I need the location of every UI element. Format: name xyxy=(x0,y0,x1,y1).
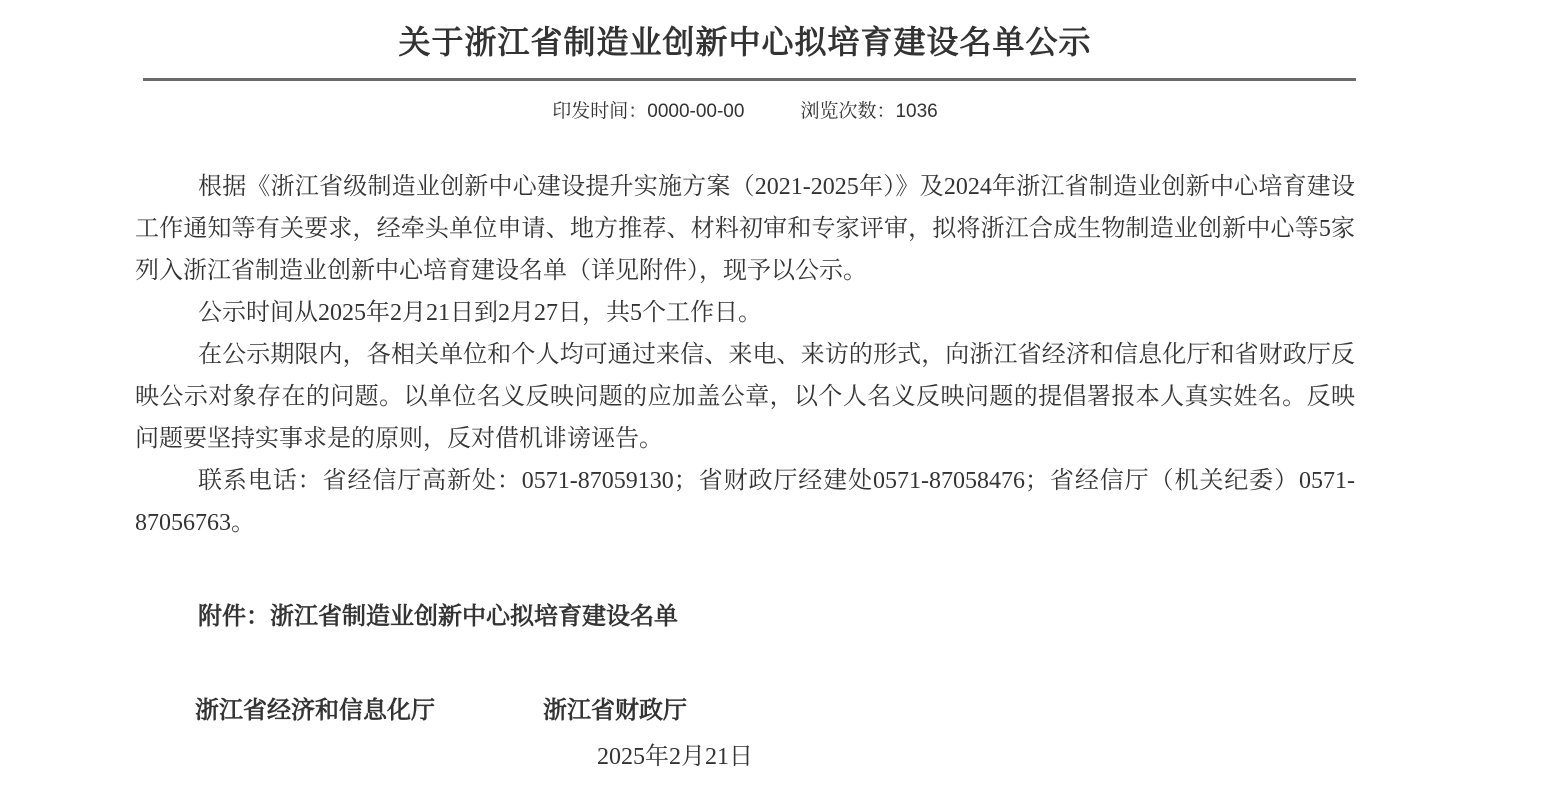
title-divider xyxy=(143,78,1356,81)
page-title: 关于浙江省制造业创新中心拟培育建设名单公示 xyxy=(398,24,1092,60)
paragraph-contact-phones: 联系电话：省经信厅高新处：0571-87059130；省财政厅经建处0571-87058476；省经信厅（机关纪委）0571-87056763。 xyxy=(135,468,1355,536)
signature-row xyxy=(135,690,1355,732)
print-time-label: 印发时间： xyxy=(552,101,648,122)
print-time-value: 0000-00-00 xyxy=(647,101,745,122)
date-line: 2025年2月21日 xyxy=(597,744,753,770)
paragraph-basis: 根据《浙江省级制造业创新中心建设提升实施方案（2021-2025年）》及2024年浙江省制造业创新中心培育建设工作通知等有关要求，经牵头单位申请、地方推荐、材料初审和专家评审，拟将浙江合成生物制造业创新中心等5家列入浙江省制造业创新中心培育建设名单（详见附件），现予以公示。 xyxy=(135,174,1355,284)
view-count-label: 浏览次数： xyxy=(800,101,896,122)
document-container xyxy=(135,22,1355,778)
paragraph-feedback-instructions: 在公示期限内，各相关单位和个人均可通过来信、来电、来访的形式，向浙江省经济和信息化厅和省财政厅反映公示对象存在的问题。以单位名义反映问题的应加盖公章，以个人名义反映问题的提倡署报本人真实姓名。反映问题要坚持实事求是的原则，反对借机诽谤诬告。 xyxy=(135,342,1355,452)
signatory-finance-dept: 浙江省财政厅 xyxy=(543,698,687,724)
paragraph-publicity-period: 公示时间从2025年2月21日到2月27日，共5个工作日。 xyxy=(198,300,762,326)
spacer xyxy=(135,544,1355,586)
meta-bar xyxy=(135,99,1355,125)
document-body xyxy=(135,166,1355,778)
spacer xyxy=(135,638,1355,680)
print-time xyxy=(552,99,744,125)
attachment-line: 附件：浙江省制造业创新中心拟培育建设名单 xyxy=(198,604,678,630)
signatory-economy-informatization-dept: 浙江省经济和信息化厅 xyxy=(195,698,435,724)
view-count-value: 1036 xyxy=(895,101,938,122)
view-count xyxy=(800,99,937,125)
